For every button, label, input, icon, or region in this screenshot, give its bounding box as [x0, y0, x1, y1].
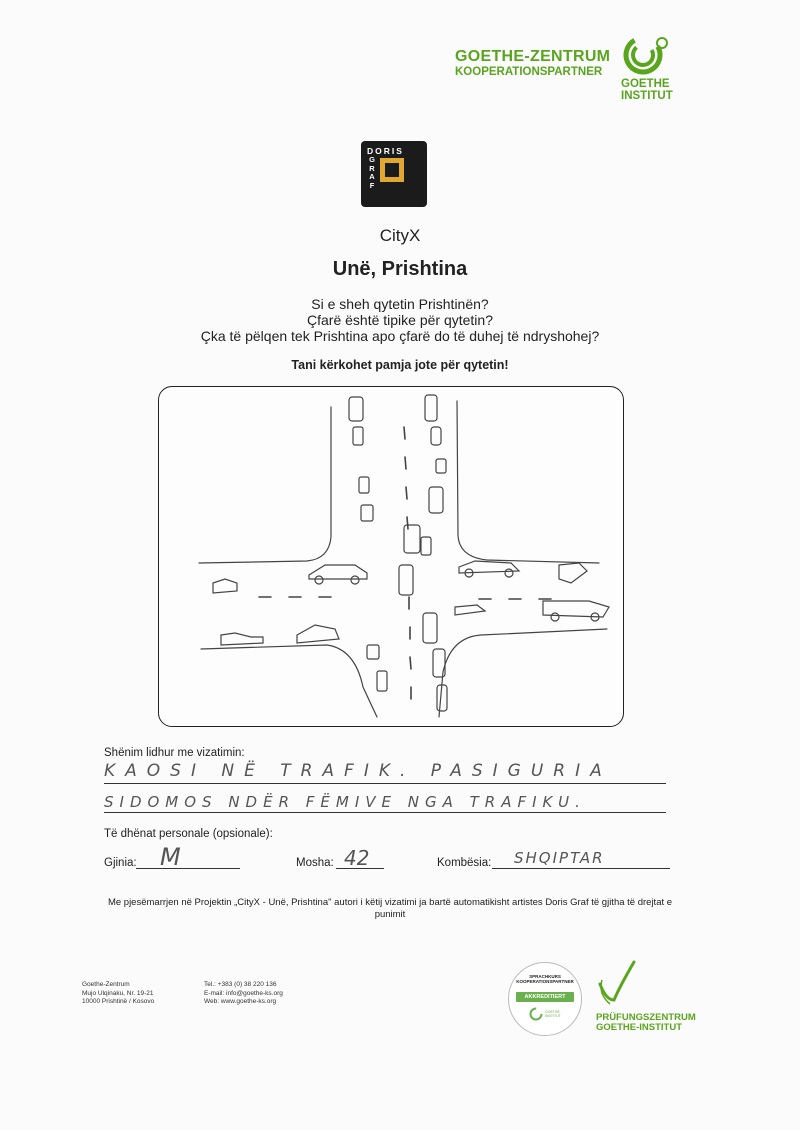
footer-address: Goethe-Zentrum Mujo Ulqinaku, Nr. 19-21 10000 Prishtinë / Kosovo — [82, 981, 155, 1005]
institute-name: GOETHE INSTITUT — [621, 78, 673, 102]
logo-text: DORIS — [367, 146, 404, 156]
question-3: Çka të pëlqen tek Prishtina apo çfarë do të duhej të ndryshohej? — [200, 328, 600, 344]
note-underline-1 — [104, 783, 666, 784]
accreditation-badge — [508, 962, 582, 1036]
partner-title: GOETHE-ZENTRUM — [455, 48, 611, 65]
note-underline-2 — [104, 812, 666, 813]
gender-underline — [136, 868, 240, 869]
traffic-sketch — [159, 387, 623, 726]
age-value[interactable]: 42 — [344, 846, 370, 870]
gender-value[interactable]: M — [160, 843, 181, 871]
consent-text: Me pjesëmarrjen në Projektin „CityX - Unë, Prishtina" autori i këtij vizatimi ja bartë automatikisht artistes Doris Graf të gjitha të drejtat e punimit — [107, 897, 673, 920]
goethe-logo-icon — [623, 35, 669, 75]
badge-small-text: GOETHE INSTITUT — [545, 1010, 561, 1018]
exam-center-text: PRÜFUNGSZENTRUM GOETHE-INSTITUT — [596, 1012, 696, 1033]
note-line-1[interactable]: KAOSI NË TRAFIK. PASIGURIA — [104, 761, 612, 781]
badge-top-text: SPRACHKURS KOOPERATIONSPARTNER — [516, 974, 574, 984]
project-name: CityX — [379, 226, 421, 245]
question-2: Çfarë është tipike për qytetin? — [307, 312, 493, 328]
nationality-underline — [492, 868, 670, 869]
gender-label: Gjinia: — [104, 857, 137, 869]
logo-square — [380, 158, 404, 182]
footer-contact: Tel.: +383 (0) 38 220 136 E-mail: info@goethe-ks.org Web: www.goethe-ks.org — [204, 981, 283, 1005]
goethe-small-icon — [529, 1007, 543, 1021]
drawing-prompt: Tani kërkohet pamja jote për qytetin! — [291, 358, 509, 372]
page-title: Unë, Prishtina — [332, 258, 468, 280]
note-label: Shënim lidhur me vizatimin: — [104, 747, 245, 759]
question-1: Si e sheh qytetin Prishtinën? — [311, 296, 489, 312]
nationality-value[interactable]: SHQIPTAR — [514, 849, 605, 867]
checkmark-icon — [596, 960, 636, 1008]
note-line-2[interactable]: SIDOMOS NDËR FËMIVE NGA TRAFIKU. — [104, 793, 586, 811]
badge-label: AKKREDITIERT — [516, 992, 574, 1002]
age-underline — [336, 868, 384, 869]
doris-graf-logo — [361, 141, 427, 207]
logo-vertical-text: G R A F — [369, 155, 375, 190]
partner-subtitle: KOOPERATIONSPARTNER — [455, 66, 603, 78]
goethe-header — [455, 35, 685, 110]
personal-data-label: Të dhënat personale (opsionale): — [104, 828, 273, 840]
drawing-area — [158, 386, 624, 727]
nationality-label: Kombësia: — [437, 857, 492, 869]
age-label: Mosha: — [296, 857, 334, 869]
